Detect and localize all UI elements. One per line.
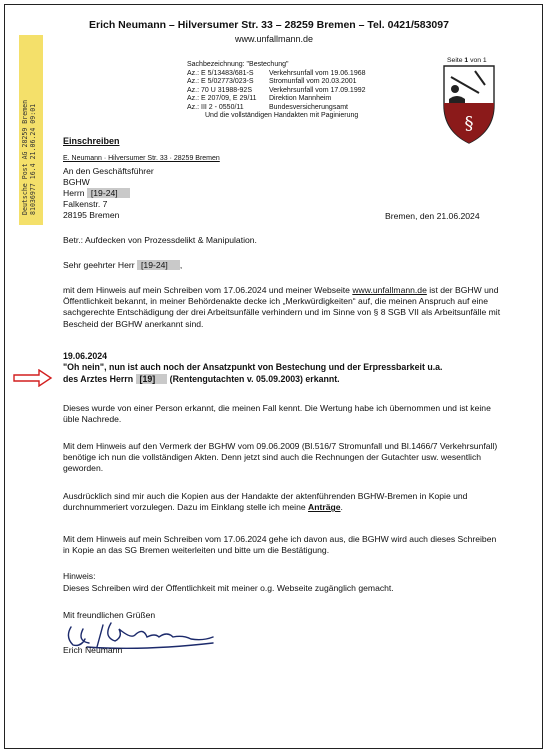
website-link[interactable]: www.unfallmann.de (352, 285, 427, 295)
reference-list (187, 70, 366, 120)
signature-name: Erich Neumann (63, 645, 123, 655)
paragraph-court: Mit dem Hinweis auf mein Schreiben vom 17.06.2024 gehe ich davon aus, die BGHW wird auch dieses Schreiben in Kopie an das SG Bremen weiterleiten und bitte um die Bestätigung. (63, 534, 497, 556)
shield-logo-icon (441, 63, 497, 145)
reference-label: Sachbezeichnung: "Bestechung" (187, 61, 289, 68)
reference-note: Und die vollständigen Handakten mit Paginierung (205, 112, 359, 120)
letterhead-title: Erich Neumann – Hilversumer Str. 33 – 28259 Bremen – Tel. 0421/583097 (89, 19, 449, 31)
registered-mail-label: Einschreiben (63, 136, 120, 146)
subject-line: Betr.: Aufdecken von Prozessdelikt & Manipulation. (63, 235, 257, 245)
notice-text: Dieses Schreiben wird der Öffentlichkeit mit meiner o.g. Webseite zugänglich gemacht. (63, 583, 394, 593)
letter-date: Bremen, den 21.06.2024 (385, 211, 480, 221)
sender-return-line: E. Neumann · Hilversumer Str. 33 · 28259 Bremen (63, 155, 220, 162)
recipient-address: An den Geschäftsführer BGHW Herrn [19-24] Falkenstr. 7 28195 Bremen (63, 166, 154, 220)
highlight-block: 19.06.2024 "Oh nein", nun ist auch noch der Ansatzpunkt von Bestechung und der Erpressbarkeit u.a. des Arztes Herrn [19] (Rentengutachten v. 05.09.2003) erkannt. (63, 351, 443, 384)
letterhead-website[interactable]: www.unfallmann.de (235, 34, 314, 44)
redaction-box: [19-24] (137, 260, 180, 270)
redaction-box: [19] (136, 374, 168, 384)
arrow-right-icon (13, 369, 53, 387)
reference-row: Az.: E 207/09, E 29/11 Direktion Mannheim (187, 95, 332, 103)
paragraph-files-request: Mit dem Hinweis auf den Vermerk der BGHW vom 09.06.2009 (Bl.516/7 Stromunfall und Bl.1466/7 Verkehrsunfall) benötige ich nun die vollständigen Akten. Denn jetzt sind auch die Rechnungen der Gutachter usw. wesentlich geworden. (63, 441, 498, 474)
paragraph-copies: Ausdrücklich sind mir auch die Kopien aus der Handakte der aktenführenden BGHW-Bremen in Kopie und durchnummeriert vorzulegen. Dazu im Einklang stelle ich meine Anträge. (63, 491, 468, 513)
reference-row: Az.: E 5/02773/023-S Stromunfall vom 20.03.2001 (187, 78, 357, 86)
paragraph-assessment: Dieses wurde von einer Person erkannt, die meinen Fall kennt. Die Wertung habe ich übernommen und ist keine üble Nachrede. (63, 403, 491, 425)
letter-page (4, 4, 543, 749)
reference-row: Az.: 70 U 31988-92S Verkehrsunfall vom 17.09.1992 (187, 86, 366, 94)
reference-row: Az.: E 5/13483/681-S Verkehrsunfall vom 19.06.1968 (187, 70, 366, 77)
paragraph-intro: mit dem Hinweis auf mein Schreiben vom 17.06.2024 und meiner Webseite www.unfallmann.de ist der BGHW und Öffentlichkeit bekannt, in meiner Behördenakte decke ich „Merkwürdigkeiten“ auf, die meinen Anspruch auf eine sachgerechte Entschädigung der drei Arbeitsunfälle verhindern und im Sinne von § 8 SGB VII als Arbeitsunfälle mit Bescheid der BGHW anerkannt sind. (63, 285, 501, 329)
greeting: Sehr geehrter Herr [19-24] , (63, 260, 183, 270)
page-counter: Seite 1 von 1 (447, 57, 487, 64)
reference-row: Az.: III 2 - 0550/11 Bundesversicherungsamt (187, 103, 348, 111)
svg-text:§: § (464, 113, 474, 134)
redaction-box: [19-24] (87, 188, 130, 198)
closing: Mit freundlichen Grüßen (63, 610, 156, 620)
postage-stamp: Deutsche Post AG 28259 Bremen 81036977 16.4 21.06.24 09:01 (19, 35, 43, 225)
notice-label: Hinweis: (63, 571, 96, 581)
